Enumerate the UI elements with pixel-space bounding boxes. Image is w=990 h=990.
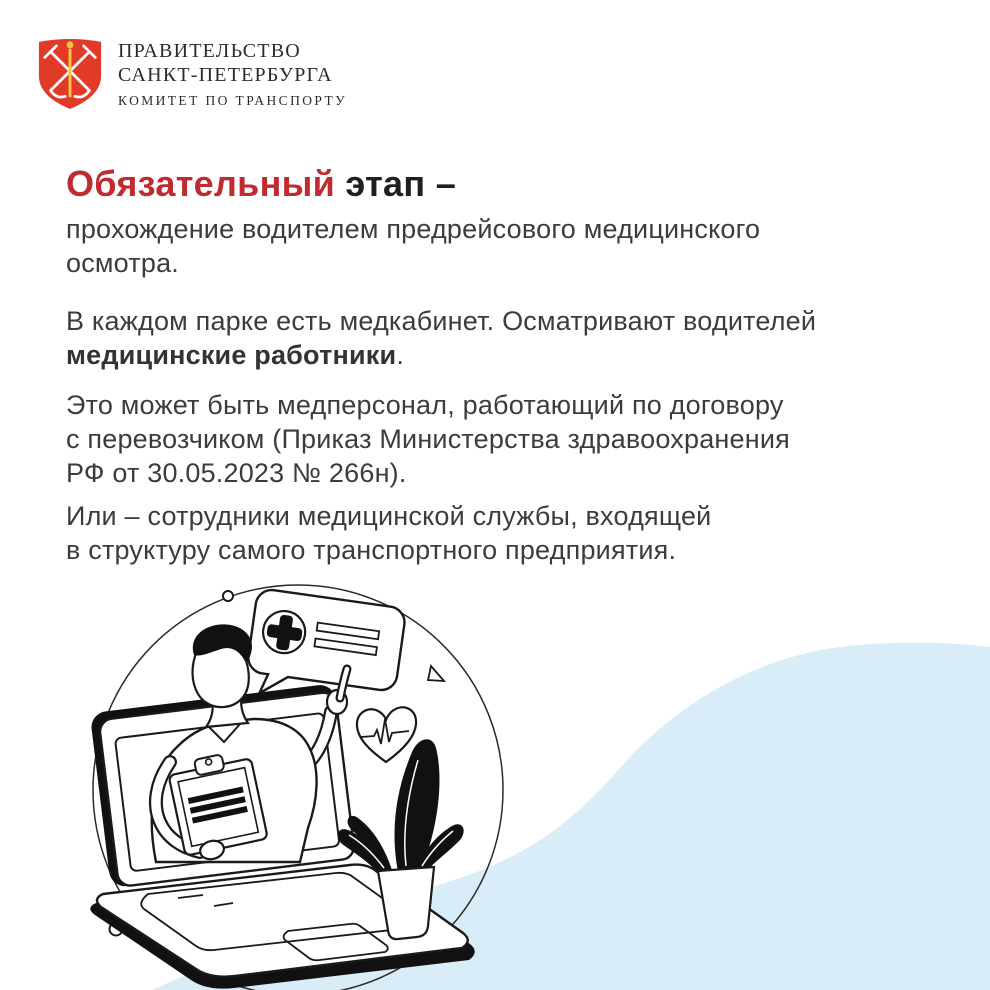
title-rest: этап –	[335, 163, 457, 204]
intro-line1: прохождение водителем предрейсового медицинского	[66, 214, 761, 244]
paragraph-line: РФ от 30.05.2023 № 266н).	[66, 458, 407, 488]
logo-department: КОМИТЕТ ПО ТРАНСПОРТУ	[118, 93, 348, 108]
government-logo	[36, 34, 347, 112]
paragraph-line: с перевозчиком (Приказ Министерства здравоохранения	[66, 424, 790, 454]
paragraph-line: медицинские работники.	[66, 340, 405, 370]
logo-org-line2: САНКТ-ПЕТЕРБУРГА	[118, 64, 333, 86]
dot-icon	[223, 591, 233, 601]
logo-org-line1: ПРАВИТЕЛЬСТВО	[118, 40, 301, 62]
paragraph-line: В каждом парке есть медкабинет. Осматривают водителей	[66, 306, 817, 336]
intro-line2: осмотра.	[66, 248, 180, 278]
heart-ecg-icon	[357, 707, 416, 762]
paragraph-medcabinet	[66, 304, 936, 372]
paragraph-line: Это может быть медперсонал, работающий по договору	[66, 390, 784, 420]
paragraph-line: Или – сотрудники медицинской службы, входящей	[66, 501, 712, 531]
spb-coat-of-arms-icon	[36, 34, 104, 112]
title-highlight: Обязательный	[66, 163, 336, 204]
paragraph-line: в структуру самого транспортного предприятия.	[66, 535, 677, 565]
page-title	[66, 162, 936, 206]
triangle-icon	[428, 666, 444, 681]
bold-phrase: медицинские работники	[66, 340, 397, 370]
paragraph-medservice	[66, 499, 936, 567]
paragraph-medpersonal	[66, 388, 936, 490]
intro-paragraph	[66, 212, 936, 280]
article-body	[66, 162, 936, 567]
